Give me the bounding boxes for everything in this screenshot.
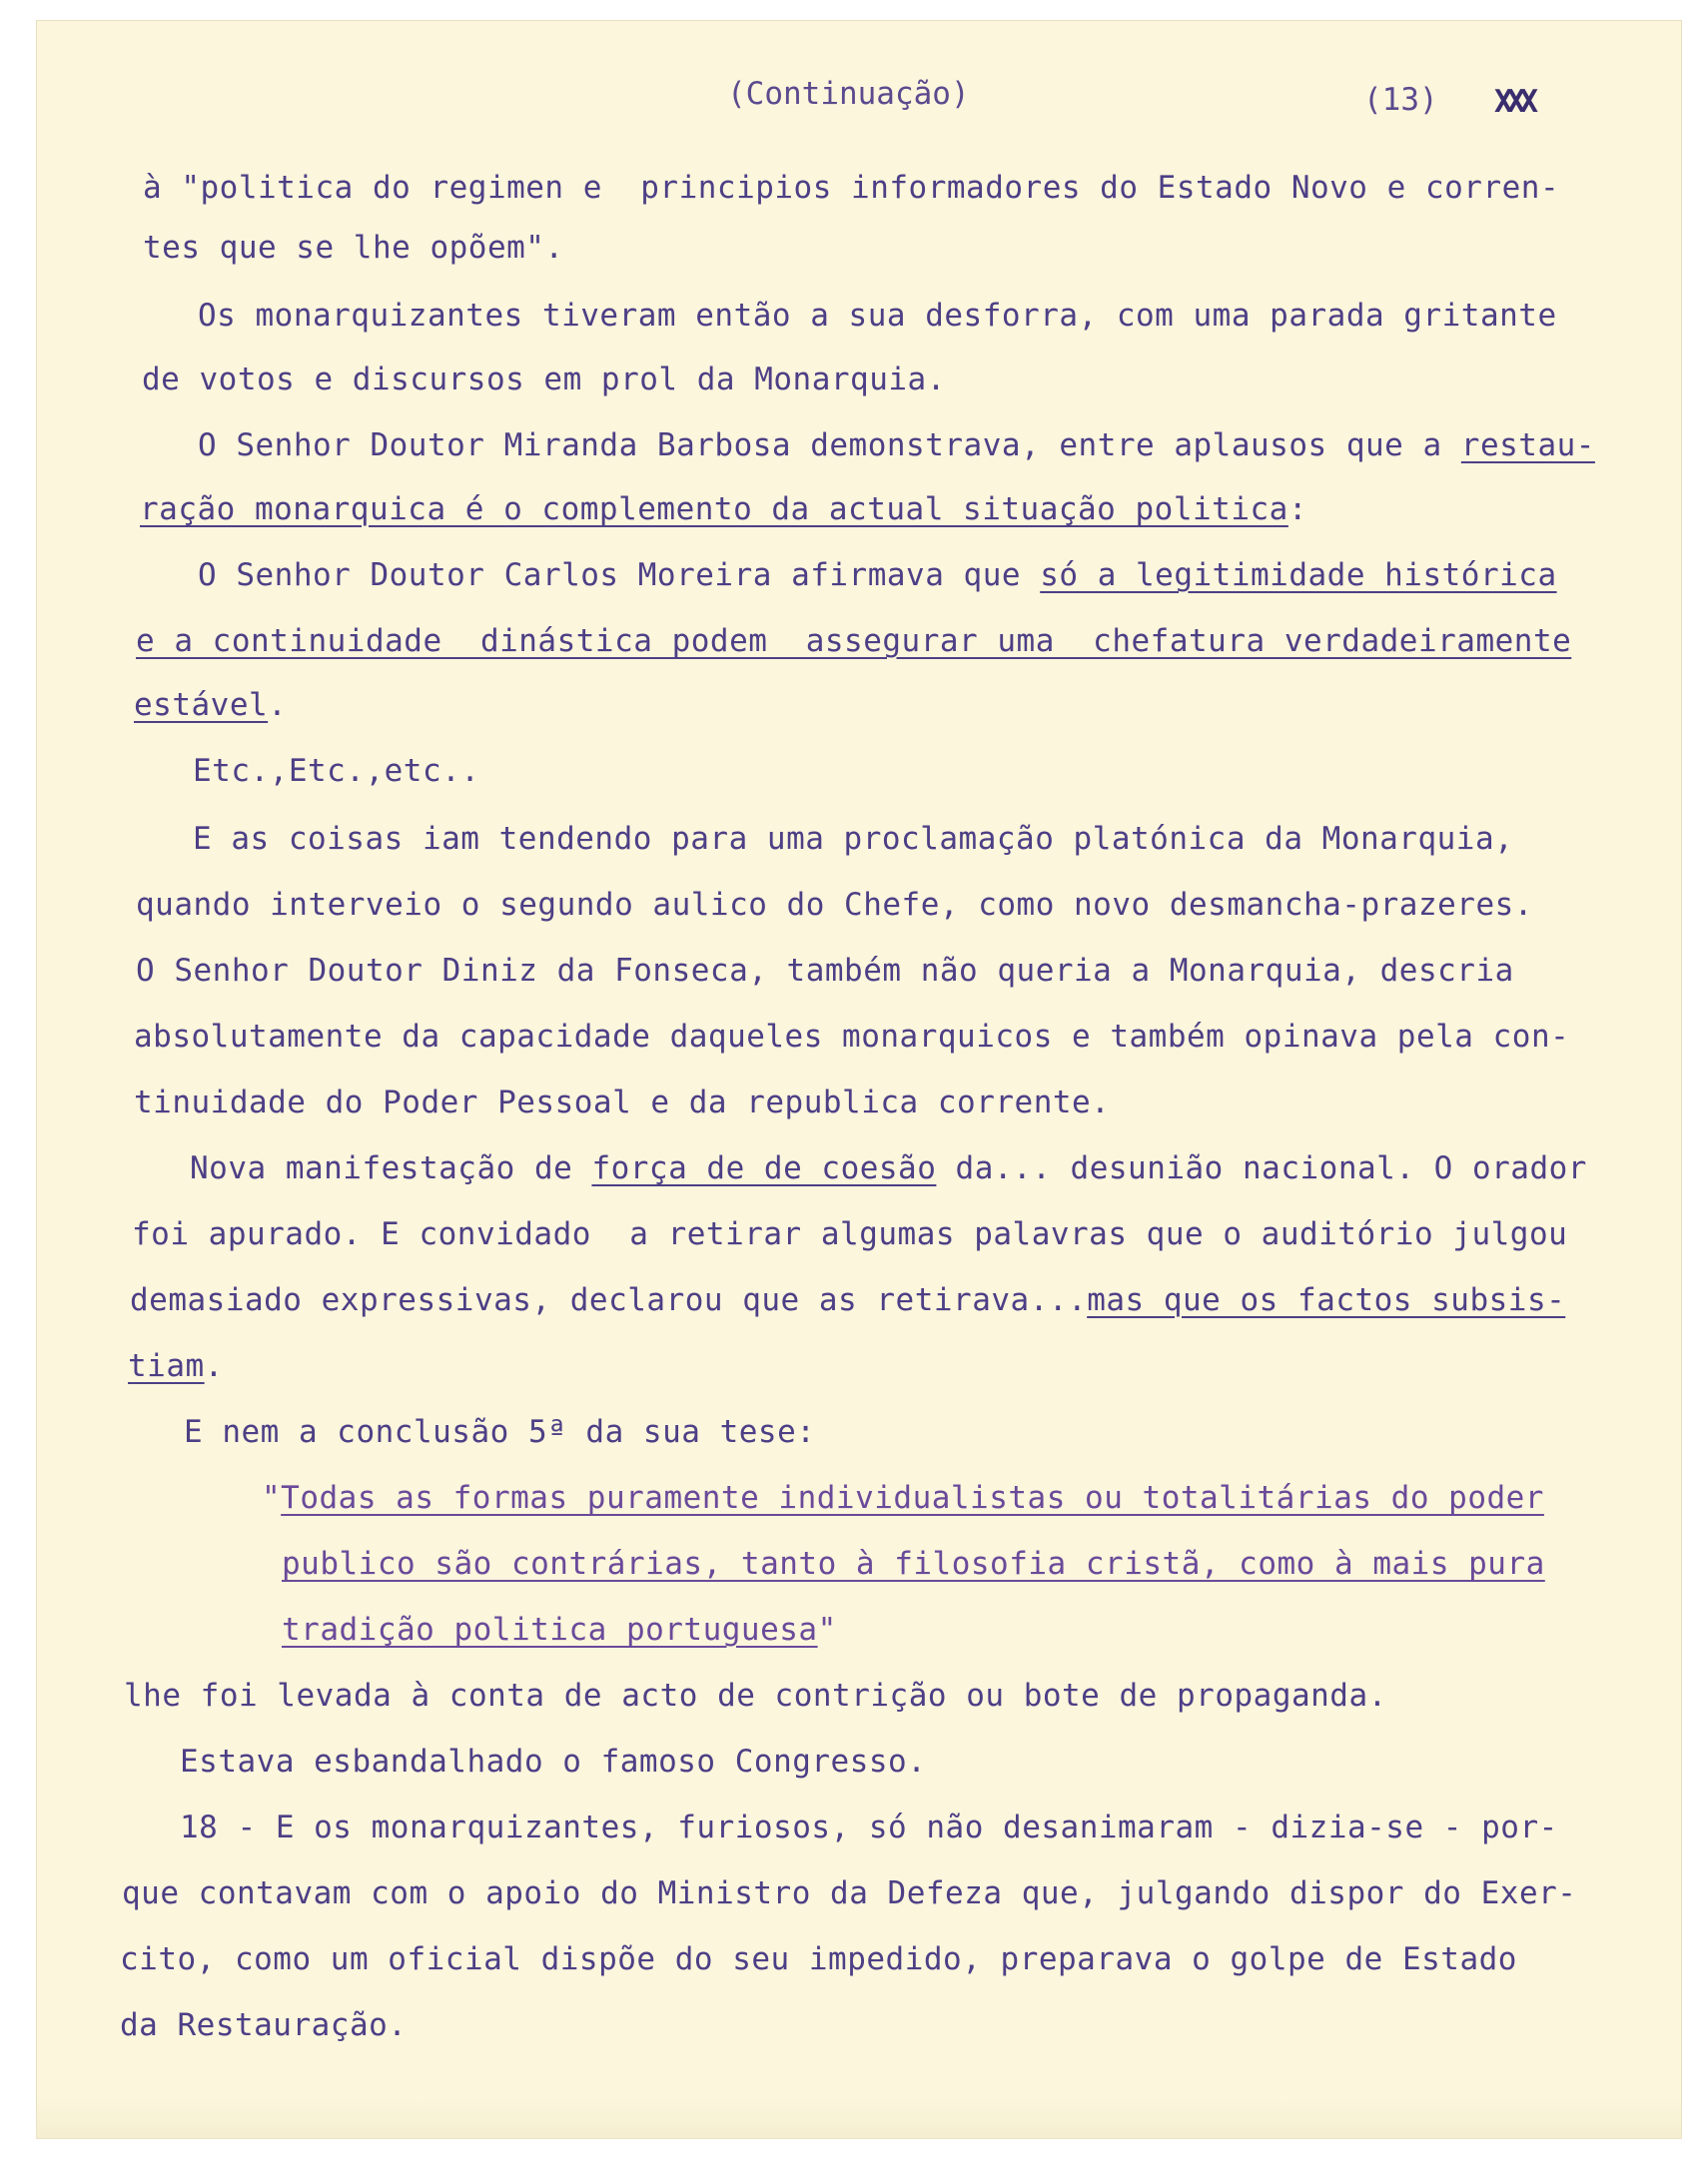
quote-line: "Todas as formas puramente individualistas ou totalitárias do poder <box>262 1480 1544 1516</box>
text-line: absolutamente da capacidade daqueles monarquicos e também opinava pela con- <box>134 1019 1570 1055</box>
quote-line <box>282 1546 1545 1582</box>
header-title: (Continuação) <box>727 76 970 112</box>
text-line: Estava esbandalhado o famoso Congresso. <box>180 1744 927 1780</box>
text-line: da Restauração. <box>120 2007 408 2043</box>
quote-line: tradição politica portuguesa" <box>282 1612 837 1648</box>
text-line: lhe foi levada à conta de acto de contrição ou bote de propaganda. <box>124 1678 1387 1714</box>
struck-out-mark: XXX <box>1494 84 1532 120</box>
underlined-text: tradição politica portuguesa <box>282 1612 818 1648</box>
text-line: de votos e discursos em prol da Monarquia. <box>142 362 946 397</box>
text-line <box>136 623 1571 659</box>
underlined-text: tiam <box>128 1348 205 1384</box>
text-line: Os monarquizantes tiveram então a sua desforra, com uma parada gritante <box>198 298 1557 334</box>
text-line: demasiado expressivas, declarou que as retirava...mas que os factos subsis- <box>130 1282 1566 1318</box>
underlined-text: só a legitimidade histórica <box>1040 557 1557 593</box>
text-line: tes que se lhe opõem". <box>143 230 564 266</box>
page-number: (13) <box>1363 82 1438 118</box>
text-line: O Senhor Doutor Diniz da Fonseca, também não queria a Monarquia, descria <box>136 953 1514 989</box>
underlined-text: restau- <box>1460 427 1595 463</box>
text-line: que contavam com o apoio do Ministro da Defeza que, julgando dispor do Exer- <box>122 1875 1577 1911</box>
underlined-text: ração monarquica é o complemento da actual situação politica <box>140 491 1288 527</box>
text-line: à "politica do regimen e principios informadores do Estado Novo e corren- <box>143 170 1560 206</box>
underlined-text: mas que os factos subsis- <box>1087 1282 1566 1318</box>
text-line: E nem a conclusão 5ª da sua tese: <box>184 1414 816 1450</box>
text-line: E as coisas iam tendendo para uma proclamação platónica da Monarquia, <box>193 821 1514 857</box>
text-line: tinuidade do Poder Pessoal e da republica corrente. <box>134 1085 1111 1120</box>
text-line: Etc.,Etc.,etc.. <box>193 753 480 789</box>
text-line: O Senhor Doutor Carlos Moreira afirmava que só a legitimidade histórica <box>198 557 1557 593</box>
text-line: estável. <box>134 687 288 723</box>
underlined-text: e a continuidade dinástica podem assegurar uma chefatura verdadeiramente <box>136 623 1572 659</box>
underlined-text: força de de coesão <box>591 1150 937 1186</box>
text-line: Nova manifestação de força de de coesão da... desunião nacional. O orador <box>190 1150 1587 1186</box>
text-line: foi apurado. E convidado a retirar algumas palavras que o auditório julgou <box>132 1216 1568 1252</box>
text-line: 18 - E os monarquizantes, furiosos, só não desanimaram - dizia-se - por- <box>180 1810 1558 1845</box>
text-line: quando interveio o segundo aulico do Chefe, como novo desmancha-prazeres. <box>136 887 1533 923</box>
text-line: O Senhor Doutor Miranda Barbosa demonstrava, entre aplausos que a restau- <box>198 427 1595 463</box>
underlined-text: estável <box>134 687 269 723</box>
underlined-text: Todas as formas puramente individualistas ou totalitárias do poder <box>281 1480 1544 1516</box>
text-line: ração monarquica é o complemento da actual situação politica: <box>140 491 1307 527</box>
text-line: tiam. <box>128 1348 224 1384</box>
text-line: cito, como um oficial dispõe do seu impedido, preparava o golpe de Estado <box>120 1941 1517 1977</box>
underlined-text: publico são contrárias, tanto à filosofia cristã, como à mais pura <box>282 1546 1545 1582</box>
